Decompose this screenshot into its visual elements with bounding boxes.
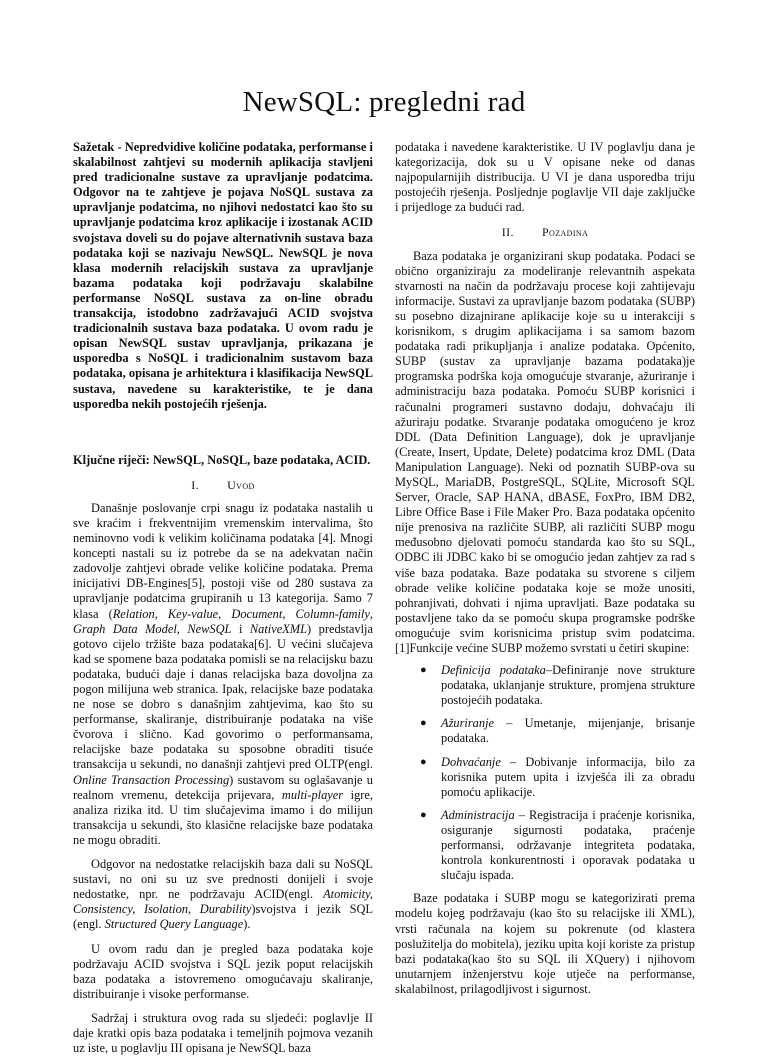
section-number: I. — [191, 477, 200, 492]
list-term: Ažuriranje — [441, 716, 495, 731]
text-run: ). — [243, 917, 251, 932]
bullet-icon: ● — [420, 664, 427, 677]
section-title: Pozadina — [541, 225, 589, 240]
section-number: II. — [501, 225, 514, 240]
bullet-icon: ● — [420, 717, 427, 730]
section-heading-intro — [73, 478, 373, 493]
bullet-icon: ● — [420, 755, 427, 768]
list-text: Umetanje, mijenjanje, brisanje podataka. — [441, 716, 696, 746]
italic-term: Column-family — [295, 606, 370, 621]
list-text: Definiranje nove strukture podataka, uklanjanje strukture, promjena strukture postojećih podataka. — [441, 663, 695, 708]
list-separator: – — [500, 754, 526, 769]
list-text: Registracija i praćenje korisnika, osiguranje sigurnosti podataka, praćenje performansi, održavanje integriteta podataka, kontrola konkurentnosti i oporavak podataka u slučaju ispada. — [441, 807, 695, 883]
list-separator: – — [514, 807, 529, 822]
list-text: Dobivanje informacija, bilo za korisnika putem upita i izvješća ili za obradu pomoću aplikacije. — [441, 754, 695, 799]
intro-paragraph-1: Današnje poslovanje crpi snagu iz podataka nastalih u sve kraćim i frekventnijim vremenskim intervalima, što neminovno vodi k velikim količinama podataka [4]. Mnogi koncepti nastali su iz potrebe da se na adekvatan način zadovolje zahtjevi obrade velike količine podataka. Prema inicijativi DB-Engines[5], postoji više od 280 sustava za upravljanje podatcima grupiranih u 13 kategorija. Samo 7 klasa (Relation, Key-value, Document, Column-family, Graph Data Model, NewSQL i NativeXML) predstavlja gotovo cijelo tržište baza podataka[6]. U većini slučajeva kad se spomene baza podataka pomisli se na relacijsku bazu podataka, budući daje i danas relacijska baza dovoljna za pogon milijuna web stranica. Ipak, relacijske baze podataka ne nose se dobro s današnjim zahtjevima, kao što su performanse, skaliranje, distribuiranje podataka na više čvorova i slično. Kad govorimo o performansama, relacijske baze podataka su sposobne obraditi tisuće transakcija u sekundi, no današnji zahtjevi pred OLTP(engl. Online Transaction Processing) sustavom su oglašavanje u realnom vremenu, detekcija prijevara, multi-player igre, analiza rizika itd. U tim slučajevima imamo i do milijun transakcija u sekundi, što klasične relacijske baze podataka ne mogu obraditi. — [73, 500, 374, 847]
italic-term: Online Transaction Processing — [73, 772, 230, 787]
paper-title: NewSQL: pregledni rad — [242, 86, 526, 118]
text-run: Današnje poslovanje crpi snagu iz podataka nastalih u sve kraćim i frekventnijim vremenskim intervalima, što neminovno vodi k velikim količinama podataka [4]. Mnogi koncepti nastali su iz potrebe da se na adekvatan način zadovolje zahtjevi obrade velike količine podataka. Prema inicijativi DB-Engines[5], postoji više od 280 sustava za upravljanje podatcima grupiranih u 13 kategorija. Samo 7 klasa ( — [73, 500, 373, 621]
text-run: )svojstva i jezik SQL (engl. — [73, 902, 373, 932]
section-heading-background — [395, 225, 695, 240]
left-column — [73, 140, 373, 1056]
list-item — [395, 663, 695, 708]
intro-paragraph-3: U ovom radu dan je pregled baza podataka koje podržavaju ACID svojstva i SQL jezik poput relacijskih baza podataka a istovremeno omogućavaju skaliranje, distribuiranje i visoke performanse. — [73, 941, 373, 1001]
italic-term: Graph Data Model — [73, 621, 177, 636]
list-item — [395, 808, 695, 883]
background-paragraph-2: Baze podataka i SUBP mogu se kategorizirati prema modelu kojeg podržavaju (kao što su relacijske ili XML), vrsti računala na kojem su pokrenute (od klastera poslužitelja do mobitela), jeziku upita koji koriste za pristup bazi podataka(kao što su SQL ili XQuery) i njihovom unutarnjem inženjerstvu koje utječe na performanse, skalabilnost, prilagodljivost i sigurnost. — [395, 891, 695, 996]
intro-paragraph-4-continued: podataka i navedene karakteristike. U IV poglavlju dana je kategorizacija, dok su u V opisane neke od danas najpopularnijih distribucija. U VI je dana usporedba triju postojećih rješenja. Posljednje poglavlje VII daje zaključke i prijedloge za budući rad. — [395, 140, 695, 215]
text-run: igre, analiza rizika itd. U tim slučajevima imamo i do milijun transakcija u sekundi, što klasične relacijske baze podataka ne mogu obraditi. — [73, 787, 373, 847]
list-separator: – — [545, 663, 553, 678]
keywords: Ključne riječi: NewSQL, NoSQL, baze podataka, ACID. — [73, 452, 371, 467]
list-term: Dohvaćanje — [441, 754, 501, 769]
dbms-functions-list — [395, 663, 695, 883]
right-column — [395, 140, 695, 997]
section-title: Uvod — [227, 477, 255, 492]
italic-term: multi-player — [281, 787, 344, 802]
italic-term: Relation — [112, 606, 155, 621]
list-term: Administracija — [441, 807, 515, 822]
list-item — [395, 755, 695, 800]
list-separator: – — [494, 716, 525, 731]
italic-term: Atomicity, Consistency, Isolation, Durability — [73, 887, 373, 917]
list-term: Definicija podataka — [441, 663, 546, 678]
italic-term: NativeXML — [249, 621, 308, 636]
italic-term: Structured Query Language — [104, 917, 244, 932]
text-run: Odgovor na nedostatke relacijskih baza dali su NoSQL sustavi, no oni su uz sve prednosti donijeli i svoje nedostatke, npr. ne podržavaju ACID(engl. — [73, 857, 373, 902]
italic-term: Document — [231, 606, 283, 621]
background-paragraph-1: Baza podataka je organizirani skup podataka. Podaci se obično organiziraju za modeliranje relevantnih aspekata stvarnosti na način da podržavaju procese koji zahtijevaju informacije. Sustavi za upravljanje bazom podataka (SUBP) su posebno dizajnirane aplikacije koje su u interakciji s korisnikom, s drugim aplikacijama i sa samom bazom podataka radi prikupljanja i analize podataka. Općenito, SUBP (sustav za upravljanje bazama podataka)je programska podrška koja omogućuje stvaranje, ažuriranje i administraciju baza podataka. Pomoću SUBP korisnici i računalni programeri sustavno dodaju, dohvaćaju ili ažuriraju podatke. Stvaranje podataka omogućeno je kroz DDL (Data Definition Language), dok je upravljanje (Create, Insert, Update, Delete) podatcima kroz DML (Data Manipulation Language). Neki od poznatih SUBP-ova su MySQL, MariaDB, PostgreSQL, SQLite, Microsoft SQL Server, Oracle, SAP HANA, dBASE, FoxPro, IBM DB2, Libre Office Base i File Maker Pro. Baza podataka općenito nije prenosiva na različite SUBP, ali različiti SUBP mogu međusobno djelovati pomoću standarda kao što su SQL, ODBC ili JDBC kako bi se omogućio jedan zahtjev za rad s više baza podataka. Baze podataka su stvorene s ciljem obrade velike količine podataka koje se može unositi, pohranjivati, dohvati i njima upravljati. Baze podataka su postavljene tako da se pomoću skupa programske podrške omogućuje svim korisnicima pristup svim podatcima.[1]Funkcije većine SUBP možemo svrstati u četiri skupine: — [395, 248, 695, 655]
intro-paragraph-2 — [73, 857, 373, 932]
text-run: ) sustavom su oglašavanje u realnom vremenu, detekcija prijevara, — [73, 772, 374, 802]
italic-term: NewSQL — [187, 621, 232, 636]
text-run: ) predstavlja gotovo cijelo tržište baza podataka[6]. U većini slučajeva kad se spomene baza podataka pomisli se na relacijsku bazu podataka, budući daje i danas relacijska baza dovoljna za pogon milijuna web stranica. Ipak, relacijske baze podataka ne nose se dobro s današnjim zahtjevima, kao što su performanse, skaliranje, distribuiranje podataka na više čvorova i slično. Kad govorimo o performansama, relacijske baze podataka su sposobne obraditi tisuće transakcija u sekundi, no današnji zahtjevi pred OLTP(engl. — [73, 621, 373, 772]
italic-term: Key-value — [167, 606, 219, 621]
abstract: Sažetak - Nepredvidive količine podataka, performanse i skalabilnost zahtjevi su modernih aplikacija stavljeni pred tradicionalne sustave za upravljanje podatcima. Odgovor na te zahtjeve je pojava NoSQL sustava za upravljanje podatcima, no njihovi nedostatci kao što su upravljanje podatcima kroz aplikacije i izostanak ACID svojstava doveli su do pojave alternativnih sustava baza podataka koji se nazivaju NewSQL. NewSQL je nova klasa modernih relacijskih sustava za upravljanje bazama podataka koji podržavaju skalabilne performanse NoSQL sustava za on-line obradu transakcija, istodobno zadržavajući ACID svojstva tradicionalnih sustava baza podataka. U ovom radu je opisan NewSQL sustav upravljanja, prikazana je usporedba s NoSQL i tradicionalnim sustavom baza podataka, opisana je arhitektura i klasifikacija NewSQL sustava, navedene su karakteristike, te je dana usporedba nekih postojećih rješenja. — [73, 140, 373, 411]
bullet-icon: ● — [420, 808, 427, 821]
list-item — [395, 716, 695, 746]
intro-paragraph-4: Sadržaj i struktura ovog rada su sljedeći: poglavlje II daje kratki opis baza podataka i temeljnih pojmova vezanih uz iste, u poglavlju III opisana je NewSQL baza — [73, 1010, 373, 1056]
